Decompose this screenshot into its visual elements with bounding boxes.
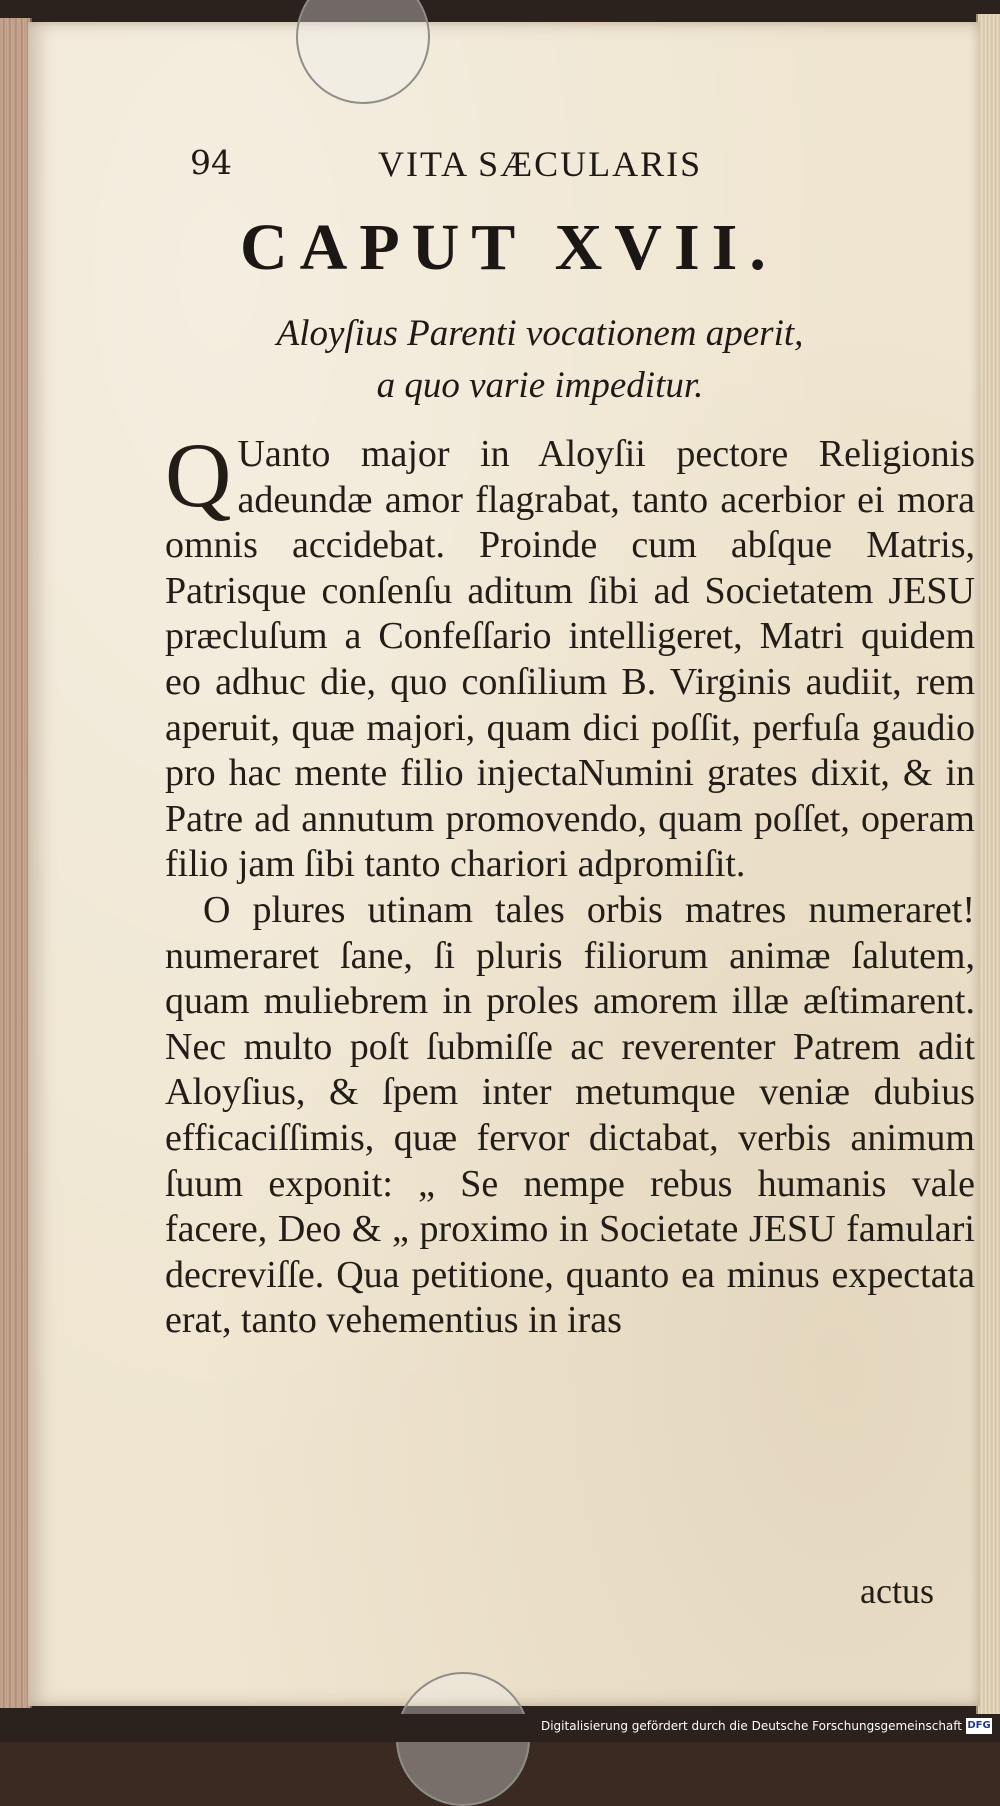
catchword: actus <box>860 1571 934 1611</box>
chapter-title: CAPUT XVII. <box>240 211 778 284</box>
dfg-logo: DFG <box>966 1718 992 1734</box>
drop-cap: Q <box>165 424 232 526</box>
running-title: VITA SÆCULARIS <box>378 144 703 184</box>
body-text <box>165 424 975 1382</box>
paragraph-1-text: Uanto major in Aloyſii pectore Religionis adeundæ amor flagrabat, tanto acerbior ei mora omnis accidebat. Proinde cum abſque Matris, Patrisque conſenſu aditum ſibi ad Societatem JESU præcluſum a Confeſſario intelligeret, Matri quidem eo adhuc die, quo conſilium B. Virginis audiit, rem aperuit, quæ majori, quam dici poſſit, perfuſa gaudio pro hac mente filio injectaNumini grates dixit, & in Patre ad annutum promovendo, quam poſſet, operam filio jam ſibi tanto chariori adpromiſit. <box>165 433 975 886</box>
page-clip-top <box>296 0 430 104</box>
page-number: 94 <box>190 143 232 182</box>
subtitle-line-2: a quo varie impeditur. <box>376 365 704 406</box>
chapter-subtitle <box>150 308 930 412</box>
page-header <box>190 135 810 185</box>
paragraph-2: O plures utinam tales orbis matres numeraret! numeraret ſane, ſi pluris filiorum animæ ſalutem, quam muliebrem in proles amorem illæ æſtimarent. Nec multo poſt ſubmiſſe ac reverenter Patrem adit Aloyſius, & ſpem inter metumque veniæ dubius efficaciſſimis, quæ fervor dictabat, verbis animum ſuum exponit: „ Se nempe rebus humanis vale facere, Deo & „ proximo in Societate JESU famulari decreviſſe. Qua petitione, quanto ea minus expectata erat, tanto vehementius in iras <box>165 888 975 1342</box>
digitization-credit: Digitalisierung gefördert durch die Deutsche Forschungsgemeinschaft <box>540 1719 962 1733</box>
paragraph-1 <box>165 424 975 888</box>
footer-bar <box>0 1714 1000 1742</box>
subtitle-line-1: Aloyſius Parenti vocationem aperit, <box>276 313 804 354</box>
